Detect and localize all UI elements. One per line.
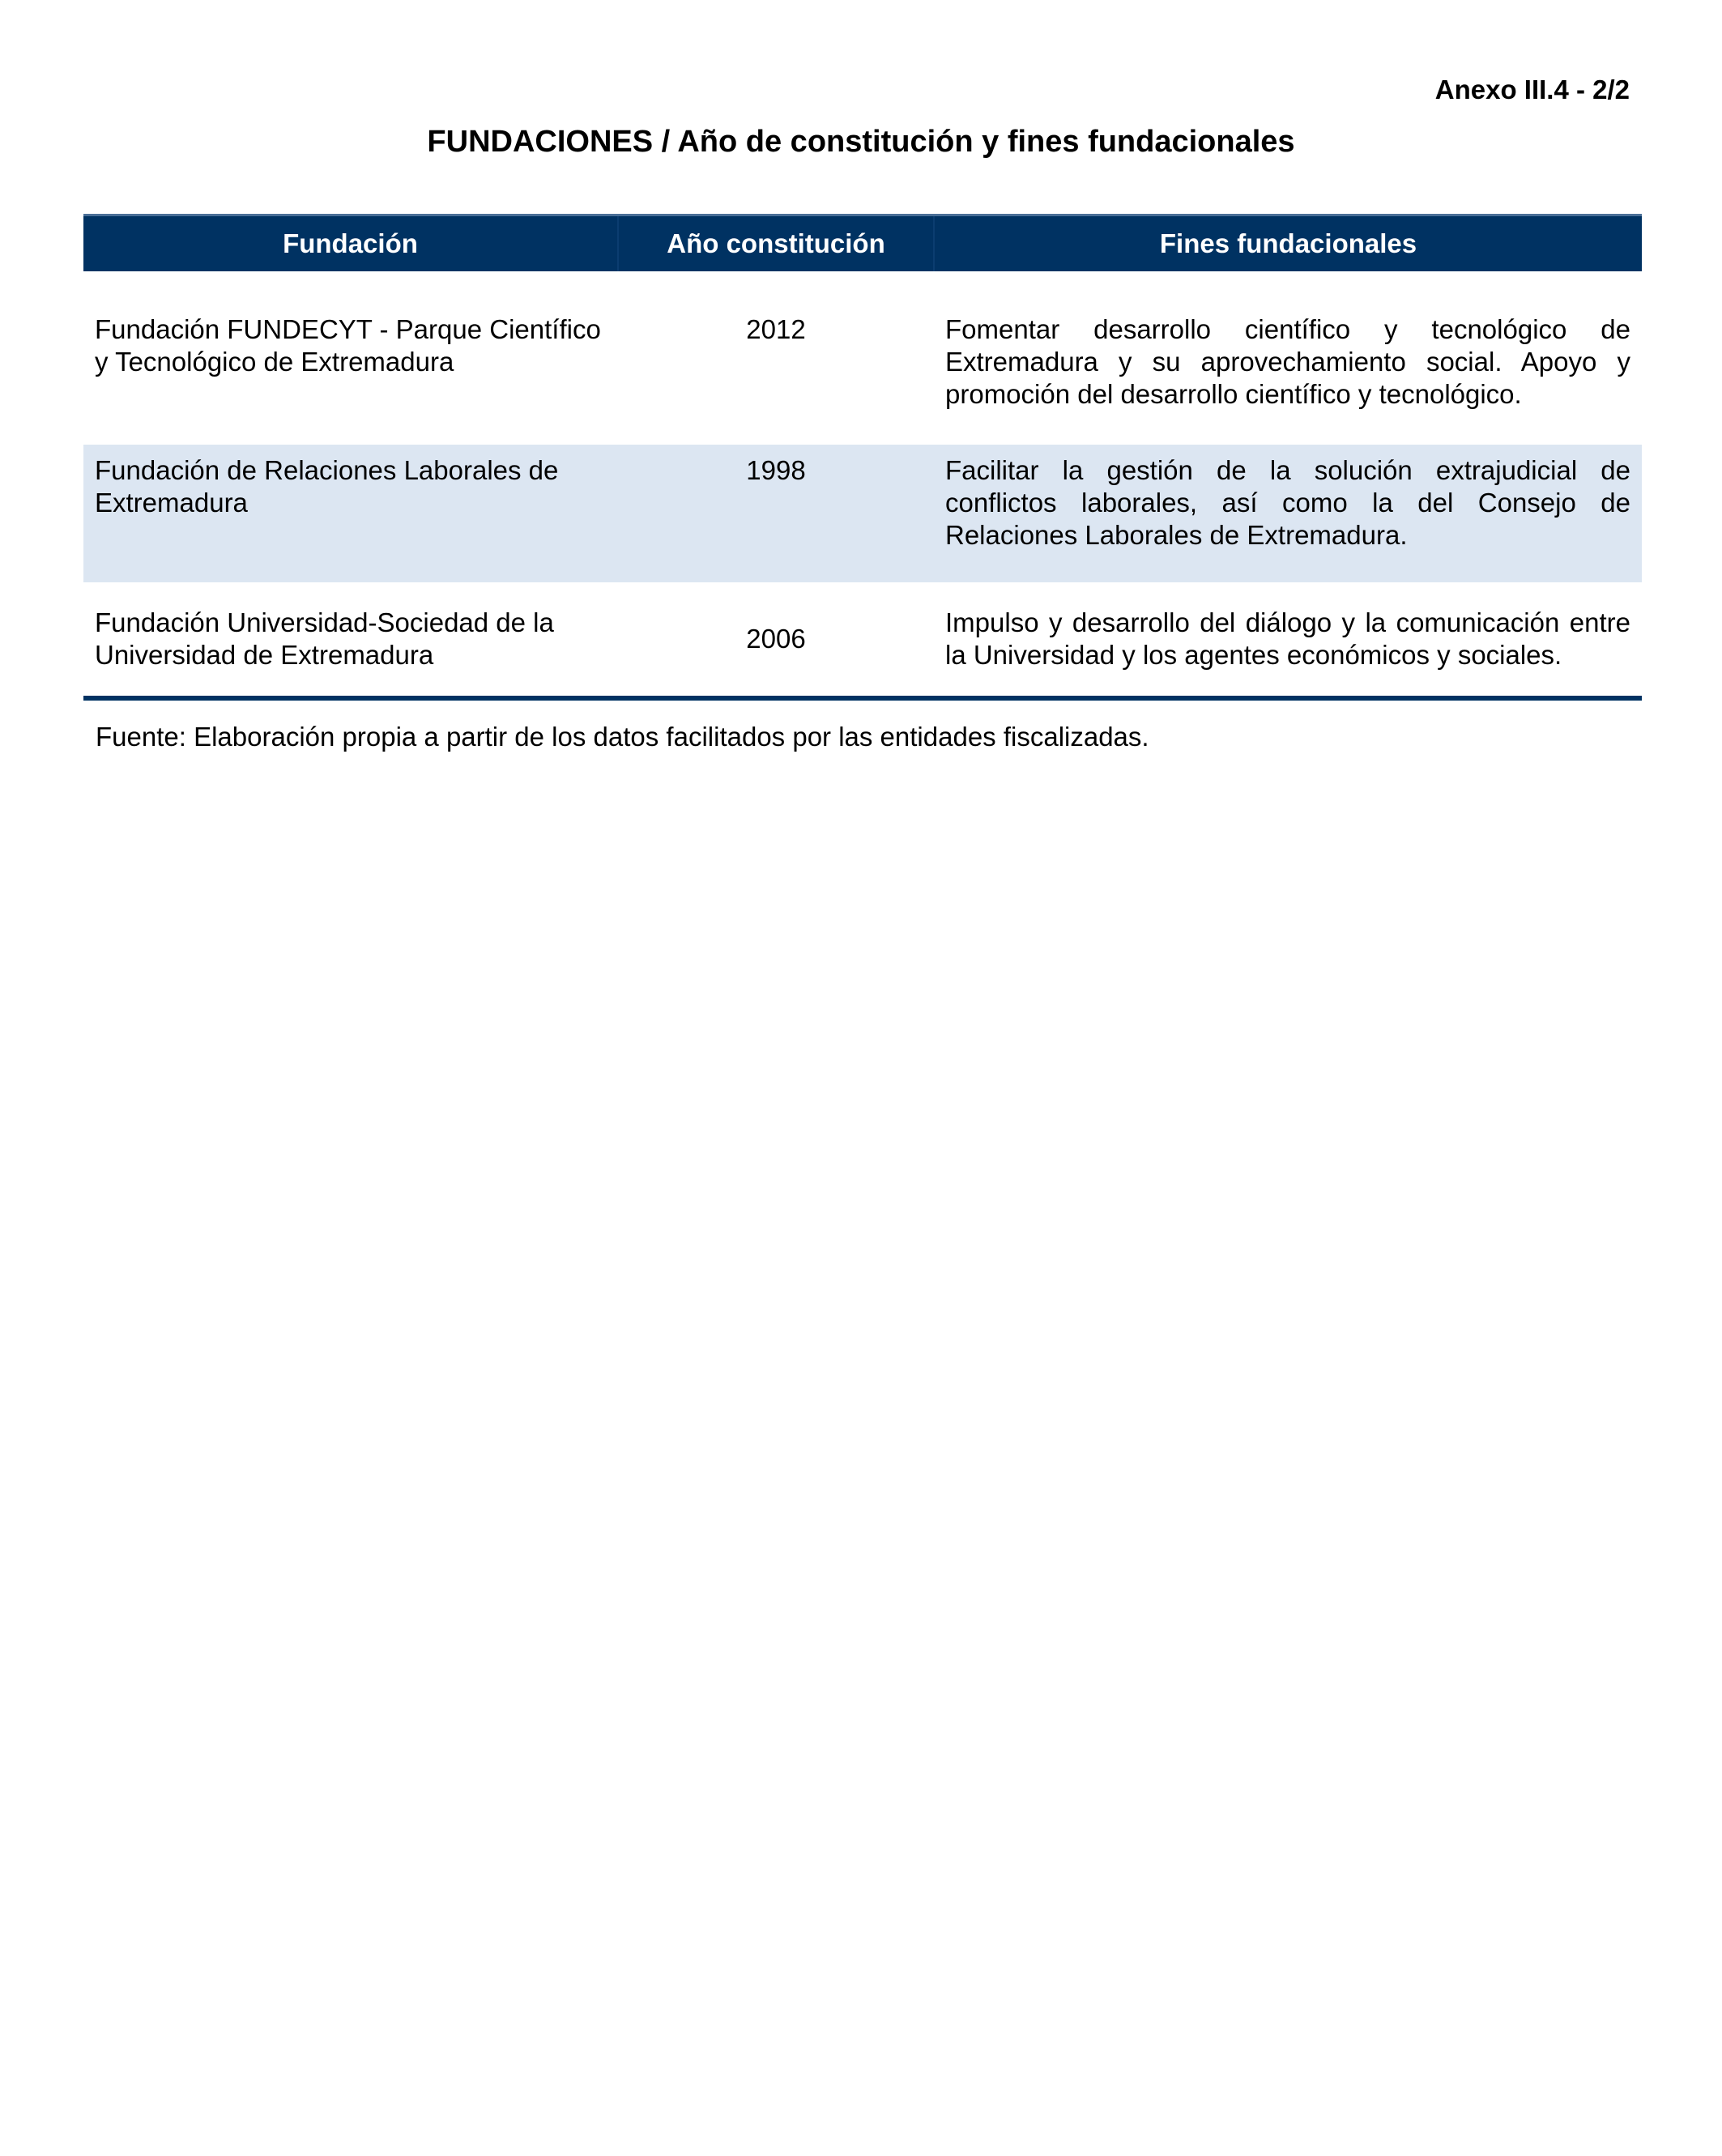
- cell-fundacion: Fundación FUNDECYT - Parque Científico y Tecnológico de Extremadura: [95, 314, 601, 377]
- table-row: [83, 313, 1642, 445]
- cell-fundacion: Fundación Universidad-Sociedad de la Universidad de Extremadura: [83, 582, 618, 698]
- cell-fines: Facilitar la gestión de la solución extrajudicial de conflictos laborales, así como la del Consejo de Relaciones Laborales de Extremadura.: [934, 445, 1642, 582]
- column-header-fines: Fines fundacionales: [934, 215, 1642, 272]
- cell-anio: 2012: [746, 314, 806, 344]
- cell-anio: 2006: [618, 582, 934, 698]
- page-title: FUNDACIONES / Año de constitución y fines fundacionales: [427, 125, 1295, 159]
- foundations-table: [83, 214, 1642, 701]
- column-header-anio: Año constitución: [618, 215, 934, 272]
- cell-fundacion: Fundación de Relaciones Laborales de Extremadura: [83, 445, 618, 582]
- table-spacer: [83, 271, 1642, 313]
- annex-label: Anexo III.4 - 2/2: [1434, 75, 1630, 104]
- column-header-fundacion: Fundación: [83, 215, 618, 272]
- table-row: [83, 582, 1642, 698]
- cell-fines: Fomentar desarrollo científico y tecnológico de Extremadura y su aprovechamiento social. Apoyo y promoción del desarrollo científico y tecnológico.: [945, 314, 1630, 409]
- source-note: Fuente: Elaboración propia a partir de los datos facilitados por las entidades fiscalizadas.: [96, 722, 1149, 752]
- table-header-row: [83, 215, 1642, 272]
- table-row: [83, 445, 1642, 582]
- cell-anio: 1998: [618, 445, 934, 582]
- cell-fines: Impulso y desarrollo del diálogo y la comunicación entre la Universidad y los agentes económicos y sociales.: [934, 582, 1642, 698]
